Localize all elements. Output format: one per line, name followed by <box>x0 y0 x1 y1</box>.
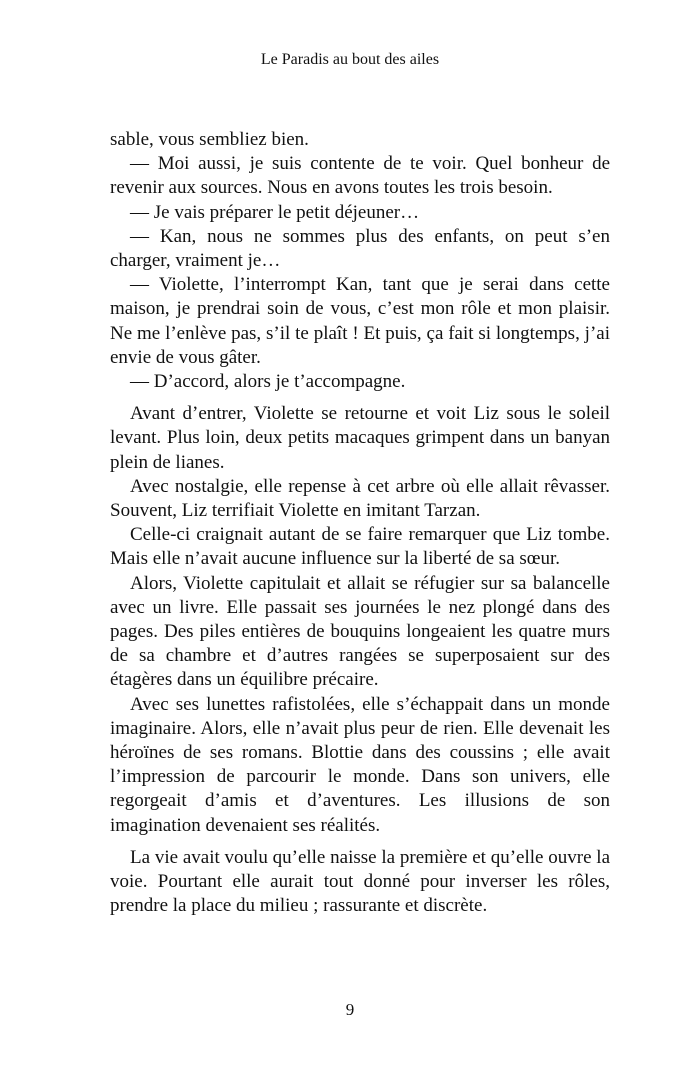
body-text <box>110 128 610 919</box>
paragraph: Avant d’entrer, Violette se retourne et voit Liz sous le soleil levant. Plus loin, deux petits macaques grimpent dans un banyan plein de lianes. <box>110 403 610 473</box>
paragraph: La vie avait voulu qu’elle naisse la première et qu’elle ouvre la voie. Pourtant elle aurait tout donné pour inverser les rôles, prendre la place du milieu ; rassurante et discrète. <box>110 846 610 917</box>
paragraph: — Je vais préparer le petit déjeuner… <box>130 201 420 223</box>
paragraph: — Moi aussi, je suis contente de te voir. Quel bonheur de revenir aux sources. Nous en avons toutes les trois besoin. <box>110 153 610 199</box>
paragraph: sable, vous sembliez bien. <box>110 129 309 150</box>
running-header: Le Paradis au bout des ailes <box>260 51 440 68</box>
paragraph: Avec nostalgie, elle repense à cet arbre où elle allait rêvasser. Souvent, Liz terrifiait Violette en imitant Tarzan. <box>110 475 610 522</box>
paragraph: Avec ses lunettes rafistolées, elle s’échappait dans un monde imaginaire. Alors, elle n’avait plus peur de rien. Elle devenait les héroïnes de ses romans. Blottie dans des coussins ; elle avait l’impression de parcourir le monde. Dans son univers, elle regorgeait d’amis et d’aventures. Les illusions de son imagination devenaient ses réalités. <box>110 693 610 836</box>
page-number: 9 <box>345 1000 355 1019</box>
paragraph: — Violette, l’interrompt Kan, tant que je serai dans cette maison, je prendrai soin de vous, c’est mon rôle et mon plaisir. Ne me l’enlève pas, s’il te plaît ! Et puis, ça fait si longtemps, j’ai envie de vous gâter. <box>110 274 610 368</box>
paragraph: — D’accord, alors je t’accompagne. <box>130 371 406 393</box>
paragraph: — Kan, nous ne sommes plus des enfants, on peut s’en charger, vraiment je… <box>110 225 610 272</box>
paragraph: Celle-ci craignait autant de se faire remarquer que Liz tombe. Mais elle n’avait aucune influence sur la liberté de sa sœur. <box>110 524 610 570</box>
paragraph: Alors, Violette capitulait et allait se réfugier sur sa balancelle avec un livre. Elle passait ses journées le nez plongé dans des pages. Des piles entières de bouquins longeaient les quatre murs de sa chambre et d’autres rangées se superposaient sur des étagères dans un équilibre précaire. <box>110 572 610 691</box>
